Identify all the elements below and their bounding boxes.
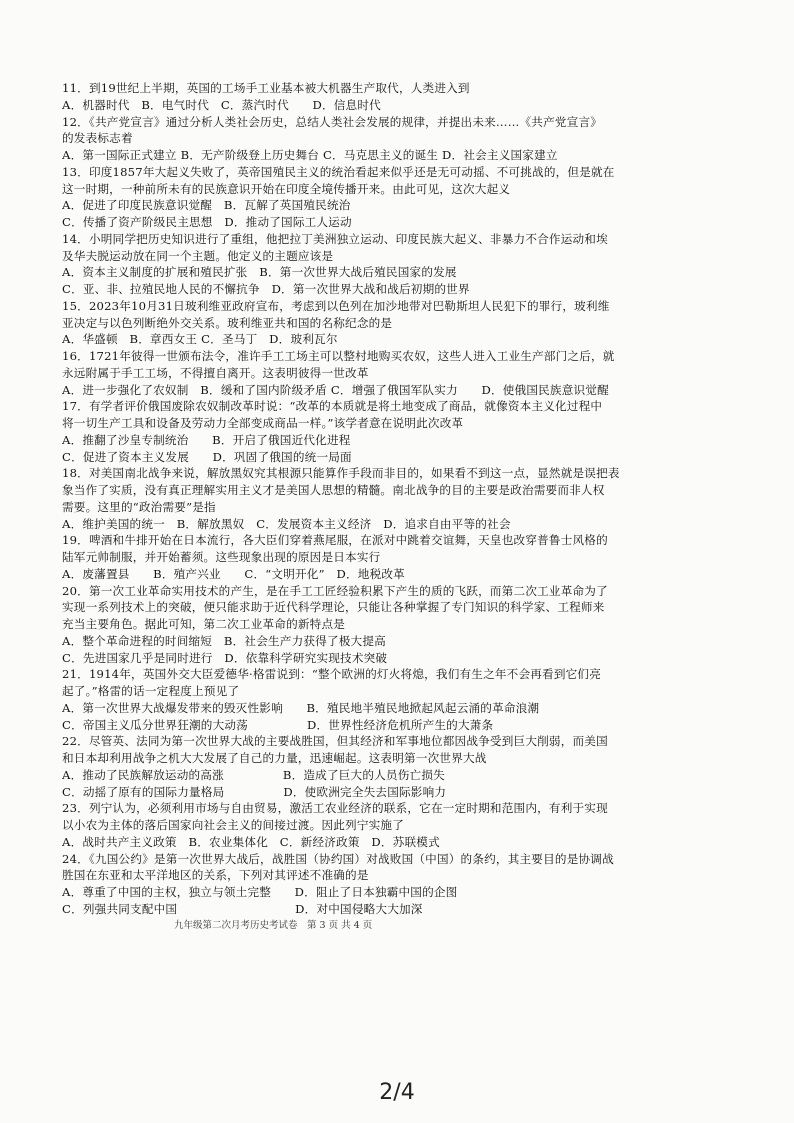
page-indicator: 2/4 (379, 1080, 415, 1105)
text-line: C．先进国家几乎是同时进行 D．依靠科学研究实现技术突破 (62, 650, 388, 665)
text-line: 18．对美国南北战争来说，解放黑奴究其根源只能算作手段而非目的，如果看不到这一点，显然就是误把表 (62, 466, 620, 481)
text-line: 19．啤酒和牛排开始在日本流行，各大臣们穿着燕尾服，在派对中跳着交谊舞，天皇也改穿普鲁士风格的 (62, 533, 608, 548)
text-line: C．帝国主义瓜分世界狂潮的大动荡 D．世界性经济危机所产生的大萧条 (62, 717, 494, 732)
text-line: 15．2023年10月31日玻利维亚政府宣布，考虑到以色列在加沙地带对巴勒斯坦人民犯下的罪行，玻利维 (62, 298, 610, 313)
text-line: C．动摇了原有的国际力量格局 D．使欧洲完全失去国际影响力 (62, 784, 447, 799)
text-line: 22．尽管英、法同为第一次世界大战的主要战胜国，但其经济和军事地位都因战争受到巨大削弱，而美国 (62, 734, 608, 749)
text-line: A．战时共产主义政策 B．农业集体化 C．新经济政策 D．苏联模式 (62, 834, 440, 849)
text-line: 16．1721年彼得一世颁布法令，准许手工工场主可以整村地购买农奴，这些人进入工业生产部门之后，就 (62, 349, 615, 363)
text-line: 这一时期，一种前所未有的民族意识开始在印度全境传播开来。由此可见，这次大起义 (62, 181, 511, 196)
text-line: A．整个革命进程的时间缩短 B．社会生产力获得了极大提高 (62, 633, 386, 648)
page-footer: 九年级第二次月考历史考试卷 第 3 页 共 4 页 (174, 920, 373, 931)
text-line: A．废藩置县 B．殖产兴业 C．“文明开化” D．地税改革 (62, 566, 405, 581)
text-line: A．维护美国的统一 B．解放黑奴 C．发展资本主义经济 D．追求自由平等的社会 (62, 516, 511, 531)
text-line: C．促进了资本主义发展 D．巩固了俄国的统一局面 (62, 449, 352, 464)
text-line: 胜国在东亚和太平洋地区的关系，下列对其评述不准确的是 (62, 868, 369, 883)
text-line: A．资本主义制度的扩展和殖民扩张 B．第一次世界大战后殖民国家的发展 (62, 265, 457, 280)
text-line: A．第一国际正式建立 B．无产阶级登上历史舞台 C．马克思主义的诞生 D．社会主义国家建立 (62, 148, 558, 162)
text-line: 的发表标志着 (62, 131, 133, 146)
text-line: A．第一次世界大战爆发带来的毁灭性影响 B．殖民地半殖民地掀起风起云涌的革命浪潮 (62, 700, 540, 715)
text-line: 象当作了实质，没有真正理解实用主义才是美国人思想的精髓。南北战争的目的主要是政治需要而非人权 (62, 483, 605, 497)
text-line: 及华夫脱运动放在同一个主题。他定义的主题应该是 (62, 248, 334, 263)
text-line: 实现一系列技术上的突破，便只能求助于近代科学理论，只能让各种掌握了专门知识的科学家、工程师来 (62, 600, 605, 615)
text-line: 24．《九国公约》是第一次世界大战后，战胜国（协约国）对战败国（中国）的条约，其主要目的是协调战 (62, 851, 614, 866)
text-line: A．推翻了沙皇专制统治 B．开启了俄国近代化进程 (62, 432, 351, 447)
text-line: 20．第一次工业革命实用技术的产生，是在手工工匠经验积累下产生的质的飞跃，而第二次工业革命为了 (62, 583, 608, 598)
text-line: 以小农为主体的落后国家向社会主义的间接过渡。因此列宁实施了 (62, 818, 405, 832)
text-line: 起了。”格雷的话一定程度上预见了 (62, 684, 240, 698)
text-line: 充当主要角色。据此可知，第二次工业革命的新特点是 (62, 617, 346, 631)
text-line: C．亚、非、拉殖民地人民的不懈抗争 D．第一次世界大战和战后初期的世界 (62, 282, 470, 296)
text-line: C．列强共同支配中国 D．对中国侵略大大加深 (62, 901, 423, 916)
text-line: 和日本却利用战争之机大大发展了自己的力量，迅速崛起。这表明第一次世界大战 (62, 751, 487, 765)
text-line: A．尊重了中国的主权，独立与领土完整 D．阻止了日本独霸中国的企图 (62, 885, 458, 899)
text-line: A．推动了民族解放运动的高涨 B．造成了巨大的人员伤亡损失 (62, 767, 445, 782)
text-line: A．机器时代 B．电气时代 C．蒸汽时代 D．信息时代 (62, 97, 381, 112)
text-line: 11．到19世纪上半期，英国的工场手工业基本被大机器生产取代，人类进入到 (62, 81, 470, 95)
text-line: 23．列宁认为，必须利用市场与自由贸易，激活工农业经济的联系，它在一定时期和范围内，有利于实现 (62, 801, 608, 816)
text-line: C．传播了资产阶级民主思想 D．推动了国际工人运动 (62, 215, 352, 229)
text-line: 陆军元帅制服，并开始蓄须。这些现象出现的原因是日本实行 (62, 550, 381, 564)
text-line: A．进一步强化了农奴制 B．缓和了国内阶级矛盾 C．增强了俄国军队实力 D．使俄国民族意识觉醒 (62, 382, 609, 397)
text-line: 将一切生产工具和设备及劳动力全部变成商品一样。”该学者意在说明此次改革 (62, 416, 464, 430)
text-line: 14．小明同学把历史知识进行了重组，他把拉丁美洲独立运动、印度民族大起义、非暴力不合作运动和埃 (62, 231, 608, 246)
text-line: 17．有学者评价俄国废除农奴制改革时说：“改革的本质就是将土地变成了商品，就像资本主义化过程中 (62, 399, 603, 414)
text-line: 亚决定与以色列断绝外交关系。玻利维亚共和国的名称纪念的是 (62, 315, 393, 330)
text-line: 永远附属于手工工场，不得擅自离开。这表明彼得一世改革 (62, 365, 369, 380)
text-line: 需要。这里的“政治需要”是指 (62, 499, 216, 514)
text-line: 13．印度1857年大起义失败了，英帝国殖民主义的统治看起来似乎还是无可动摇、不可挑战的，但是就在 (62, 164, 615, 179)
text-line: A．促进了印度民族意识觉醒 B．瓦解了英国殖民统治 (62, 198, 351, 213)
text-line: 12．《共产党宣言》通过分析人类社会历史，总结人类社会发展的规律，并提出未来……《共产党宣言》 (62, 114, 603, 129)
text-line: 21．1914年，英国外交大臣爱德华·格雷说到：“整个欧洲的灯火将熄，我们有生之年不会再看到它们亮 (62, 667, 602, 682)
text-line: A．华盛顿 B．章西女王 C．圣马丁 D．玻利瓦尔 (62, 332, 338, 347)
